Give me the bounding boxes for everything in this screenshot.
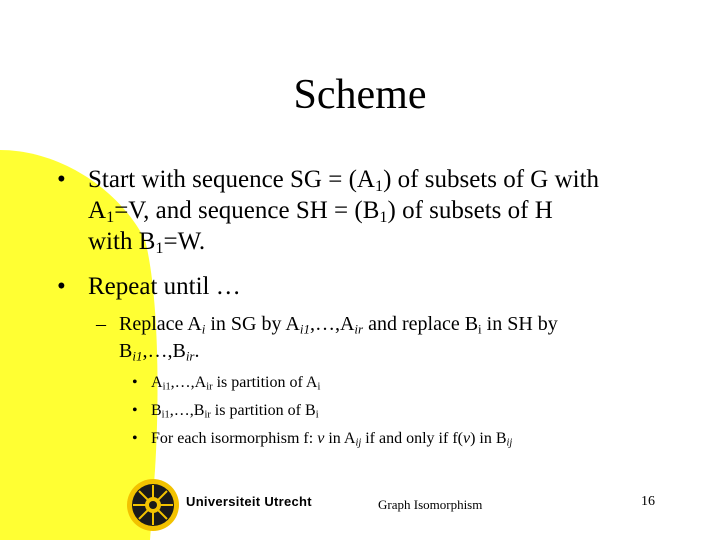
bullet-icon: • bbox=[132, 402, 138, 419]
sub-bullet-line: Replace $A_i$ in SG by $A_{i1},\dots,A_{ir}$ and replace $B_i$ in SH by bbox=[119, 313, 558, 337]
university-seal-icon bbox=[126, 478, 180, 532]
bullet-icon: • bbox=[57, 166, 66, 193]
dash-icon: – bbox=[96, 313, 106, 335]
slide-title: Scheme bbox=[293, 72, 427, 118]
footer-title: Graph Isomorphism bbox=[378, 497, 483, 512]
bullet-icon: • bbox=[132, 430, 138, 447]
bullet-icon: • bbox=[57, 273, 66, 300]
bullet-icon: • bbox=[132, 374, 138, 391]
footer-university-name: Universiteit Utrecht bbox=[186, 494, 312, 509]
bullet-text: Repeat until … bbox=[88, 273, 241, 300]
bullet-line: with $B_1=W$. bbox=[88, 228, 206, 258]
sub-bullet-line: $B_{i1},\dots,B_{ir}$. bbox=[119, 340, 200, 364]
bullet-line: $A_1=V$, and sequence SH = $(B_1)$ of subsets of H bbox=[88, 197, 553, 227]
page-number: 16 bbox=[641, 494, 655, 509]
bullet-line: Start with sequence SG = $(A_1)$ of subsets of G with bbox=[88, 166, 600, 196]
